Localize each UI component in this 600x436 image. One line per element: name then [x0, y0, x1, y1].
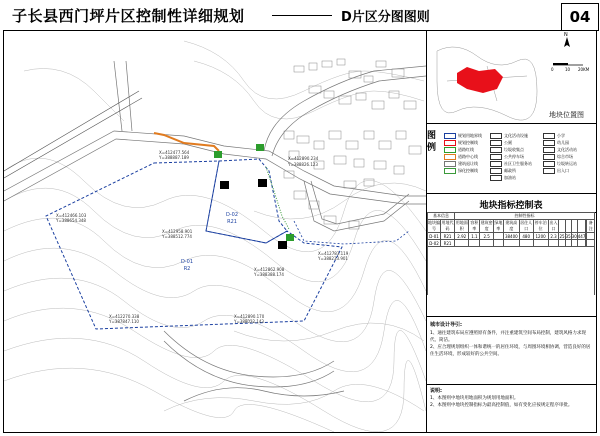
table-cell: R21 [441, 240, 455, 247]
site-location [457, 67, 503, 93]
parcel-boundary-d01 [46, 161, 342, 329]
legend-item: 道路中心线 [444, 154, 478, 160]
coord-label: X=412466.103 [56, 213, 87, 218]
title-divider [272, 15, 332, 16]
legend-item: 垃圾收集点 [490, 147, 524, 153]
notes-line: 2、本图则中地块控制指标为最高控制值，如有变化应按规定程序审批。 [430, 403, 573, 408]
parcel-use-d02: R21 [227, 219, 237, 225]
table-header-cell: 居住人口 [520, 220, 533, 231]
table-cell: R21 [441, 233, 455, 240]
table-header-cell: 建筑密度 [480, 220, 493, 231]
legend-item: 文化活动站 [543, 147, 577, 153]
legend-item: 公厕 [490, 140, 512, 146]
table-header-cell: 停车泊位 [534, 220, 547, 231]
table-header-cell: 基本信息 [428, 213, 455, 220]
parcel-code-d02: D-02 [226, 212, 239, 218]
legend-item: 幼儿园 [543, 140, 569, 146]
coord-label: Y=388826.123 [288, 162, 318, 167]
map-canvas [4, 31, 426, 432]
table-cell: D-01 [429, 233, 439, 239]
legend-item: 文化活动设施 [490, 133, 528, 139]
control-table-title: 地块指标控制表 [479, 201, 543, 211]
parcel-label-d01 [181, 259, 193, 273]
table-header-row [428, 213, 595, 220]
table-row [428, 233, 595, 240]
table-header-cell: 地块编号 [428, 220, 440, 231]
north-label: N [564, 32, 568, 38]
table-header-cell: 用地代码 [441, 220, 454, 231]
sheet-number: 04 [561, 3, 599, 31]
coord-label: Y=388388.174 [254, 272, 284, 277]
section-divider [426, 384, 596, 385]
scale-label-20: 20KM [578, 67, 590, 72]
legend-item: 社区卫生服务站 [490, 161, 532, 167]
table-cell: 38400 [504, 233, 518, 239]
notes-section [430, 388, 592, 409]
legend-item: 综合市场 [543, 154, 573, 160]
coord-label: X=412890.170 [234, 314, 265, 319]
table-cell: 2.92 [455, 233, 469, 240]
design-guidance [430, 322, 592, 358]
legend-item: 加油站 [490, 175, 516, 181]
legend-item: 小学 [543, 133, 565, 139]
coord-label: X=412270.338 [109, 314, 140, 319]
locator-title: 地块位置图 [549, 111, 584, 119]
table-header-cell: 绿地率 [494, 220, 503, 231]
table-cell: 2.3 [548, 233, 559, 240]
title-bar [0, 0, 600, 34]
document-subtitle: D片区分图图则 [341, 10, 430, 25]
coord-label: Y=388654.348 [56, 218, 86, 223]
legend-item: 垃圾转运站 [543, 161, 577, 167]
coord-label: X=412783.119 [318, 251, 349, 256]
parcel-use-d01: R2 [183, 266, 191, 272]
section-divider [426, 193, 596, 194]
coord-label: X=412862.908 [254, 267, 285, 272]
design-guidance-line: 1、通往建筑布局应遵照原有条件，并注重建筑空间布局控制，建筑风格力求现代、简洁。 [430, 331, 586, 343]
trash-bin-icon-2 [258, 179, 267, 187]
coord-label: Y=388022.143 [234, 319, 264, 324]
table-cell: 447 [577, 233, 586, 239]
table-header-row [428, 220, 595, 233]
table-cell: 35 [565, 233, 571, 239]
coord-label: Y=388233.901 [318, 256, 348, 261]
trash-bin-icon-3 [278, 241, 287, 249]
notes-heading: 说明: [430, 388, 442, 394]
parcel-label-d02 [226, 212, 238, 226]
scale-label-0: 0 [551, 67, 554, 72]
legend-item: 规划控制线 [444, 140, 478, 146]
coord-label: X=412958.901 [162, 229, 193, 234]
legend-item: 邮政所 [490, 168, 516, 174]
design-guidance-heading: 城市设计导引: [430, 322, 463, 328]
table-cell: 2.5 [480, 233, 493, 240]
table-header-cell [577, 220, 586, 233]
coord-label: X=412477.564 [159, 150, 190, 155]
table-cell: 1200 [533, 233, 548, 240]
green-corridor [266, 167, 289, 229]
table-cell: D-02 [429, 240, 439, 246]
table-header-cell: 容积率 [470, 220, 479, 231]
legend-item: 道路红线 [444, 147, 474, 153]
legend-item: 建筑退让线 [444, 161, 478, 167]
legend-item: 公共停车场 [490, 154, 524, 160]
control-table [427, 212, 595, 295]
north-arrow-icon [564, 37, 570, 47]
coord-label: X=412890.234 [288, 156, 319, 161]
legend-title: 图例 [427, 131, 437, 153]
parcel-code-d01: D-01 [181, 259, 194, 265]
table-cell: 1.1 [469, 233, 480, 240]
table-row-empty [428, 247, 595, 296]
road-boundary [294, 221, 409, 244]
table-cell [493, 233, 503, 240]
legend-item: 出入口 [543, 168, 569, 174]
coord-label: Y=387847.110 [109, 319, 139, 324]
table-header-cell: 出入口 [549, 220, 558, 231]
table-header-cell: 建筑高度 [505, 220, 518, 231]
table-header-cell: 备注 [588, 220, 593, 231]
table-cell: 30 [571, 233, 577, 239]
facility-green-icon-2 [256, 144, 264, 151]
table-cell: 25 [559, 233, 565, 239]
table-cell: 480 [519, 233, 533, 240]
coord-label: Y=388887.189 [159, 155, 189, 160]
planning-map [4, 31, 426, 432]
facility-green-icon-3 [286, 234, 294, 241]
document-title: 子长县西门坪片区控制性详细规划 [12, 7, 245, 25]
railway [4, 91, 142, 178]
table-header-cell: 控制性指标 [455, 213, 595, 220]
legend-item: 规划用地界线 [444, 133, 482, 139]
parcel-boundary-d02 [206, 159, 287, 243]
trash-bin-icon [220, 181, 229, 189]
facility-green-icon [214, 151, 222, 158]
coord-label: Y=388512.774 [162, 234, 192, 239]
legend-item: 绿化控制线 [444, 168, 478, 174]
table-header-cell: 用地面积 [455, 220, 468, 231]
scale-label-10: 10 [565, 67, 571, 72]
table-row [428, 240, 595, 247]
notes-line: 1、本图则中地块用地面积为规划用地面积。 [430, 396, 519, 401]
contour-lines [4, 41, 426, 432]
section-divider [426, 316, 596, 317]
table-cell [587, 233, 595, 240]
design-guidance-line: 2、应合理规划组织一体和谐统一的居住环境，与周围环境相协调，营造良好的居住生活环境，形成较好的公共空间。 [430, 345, 591, 357]
